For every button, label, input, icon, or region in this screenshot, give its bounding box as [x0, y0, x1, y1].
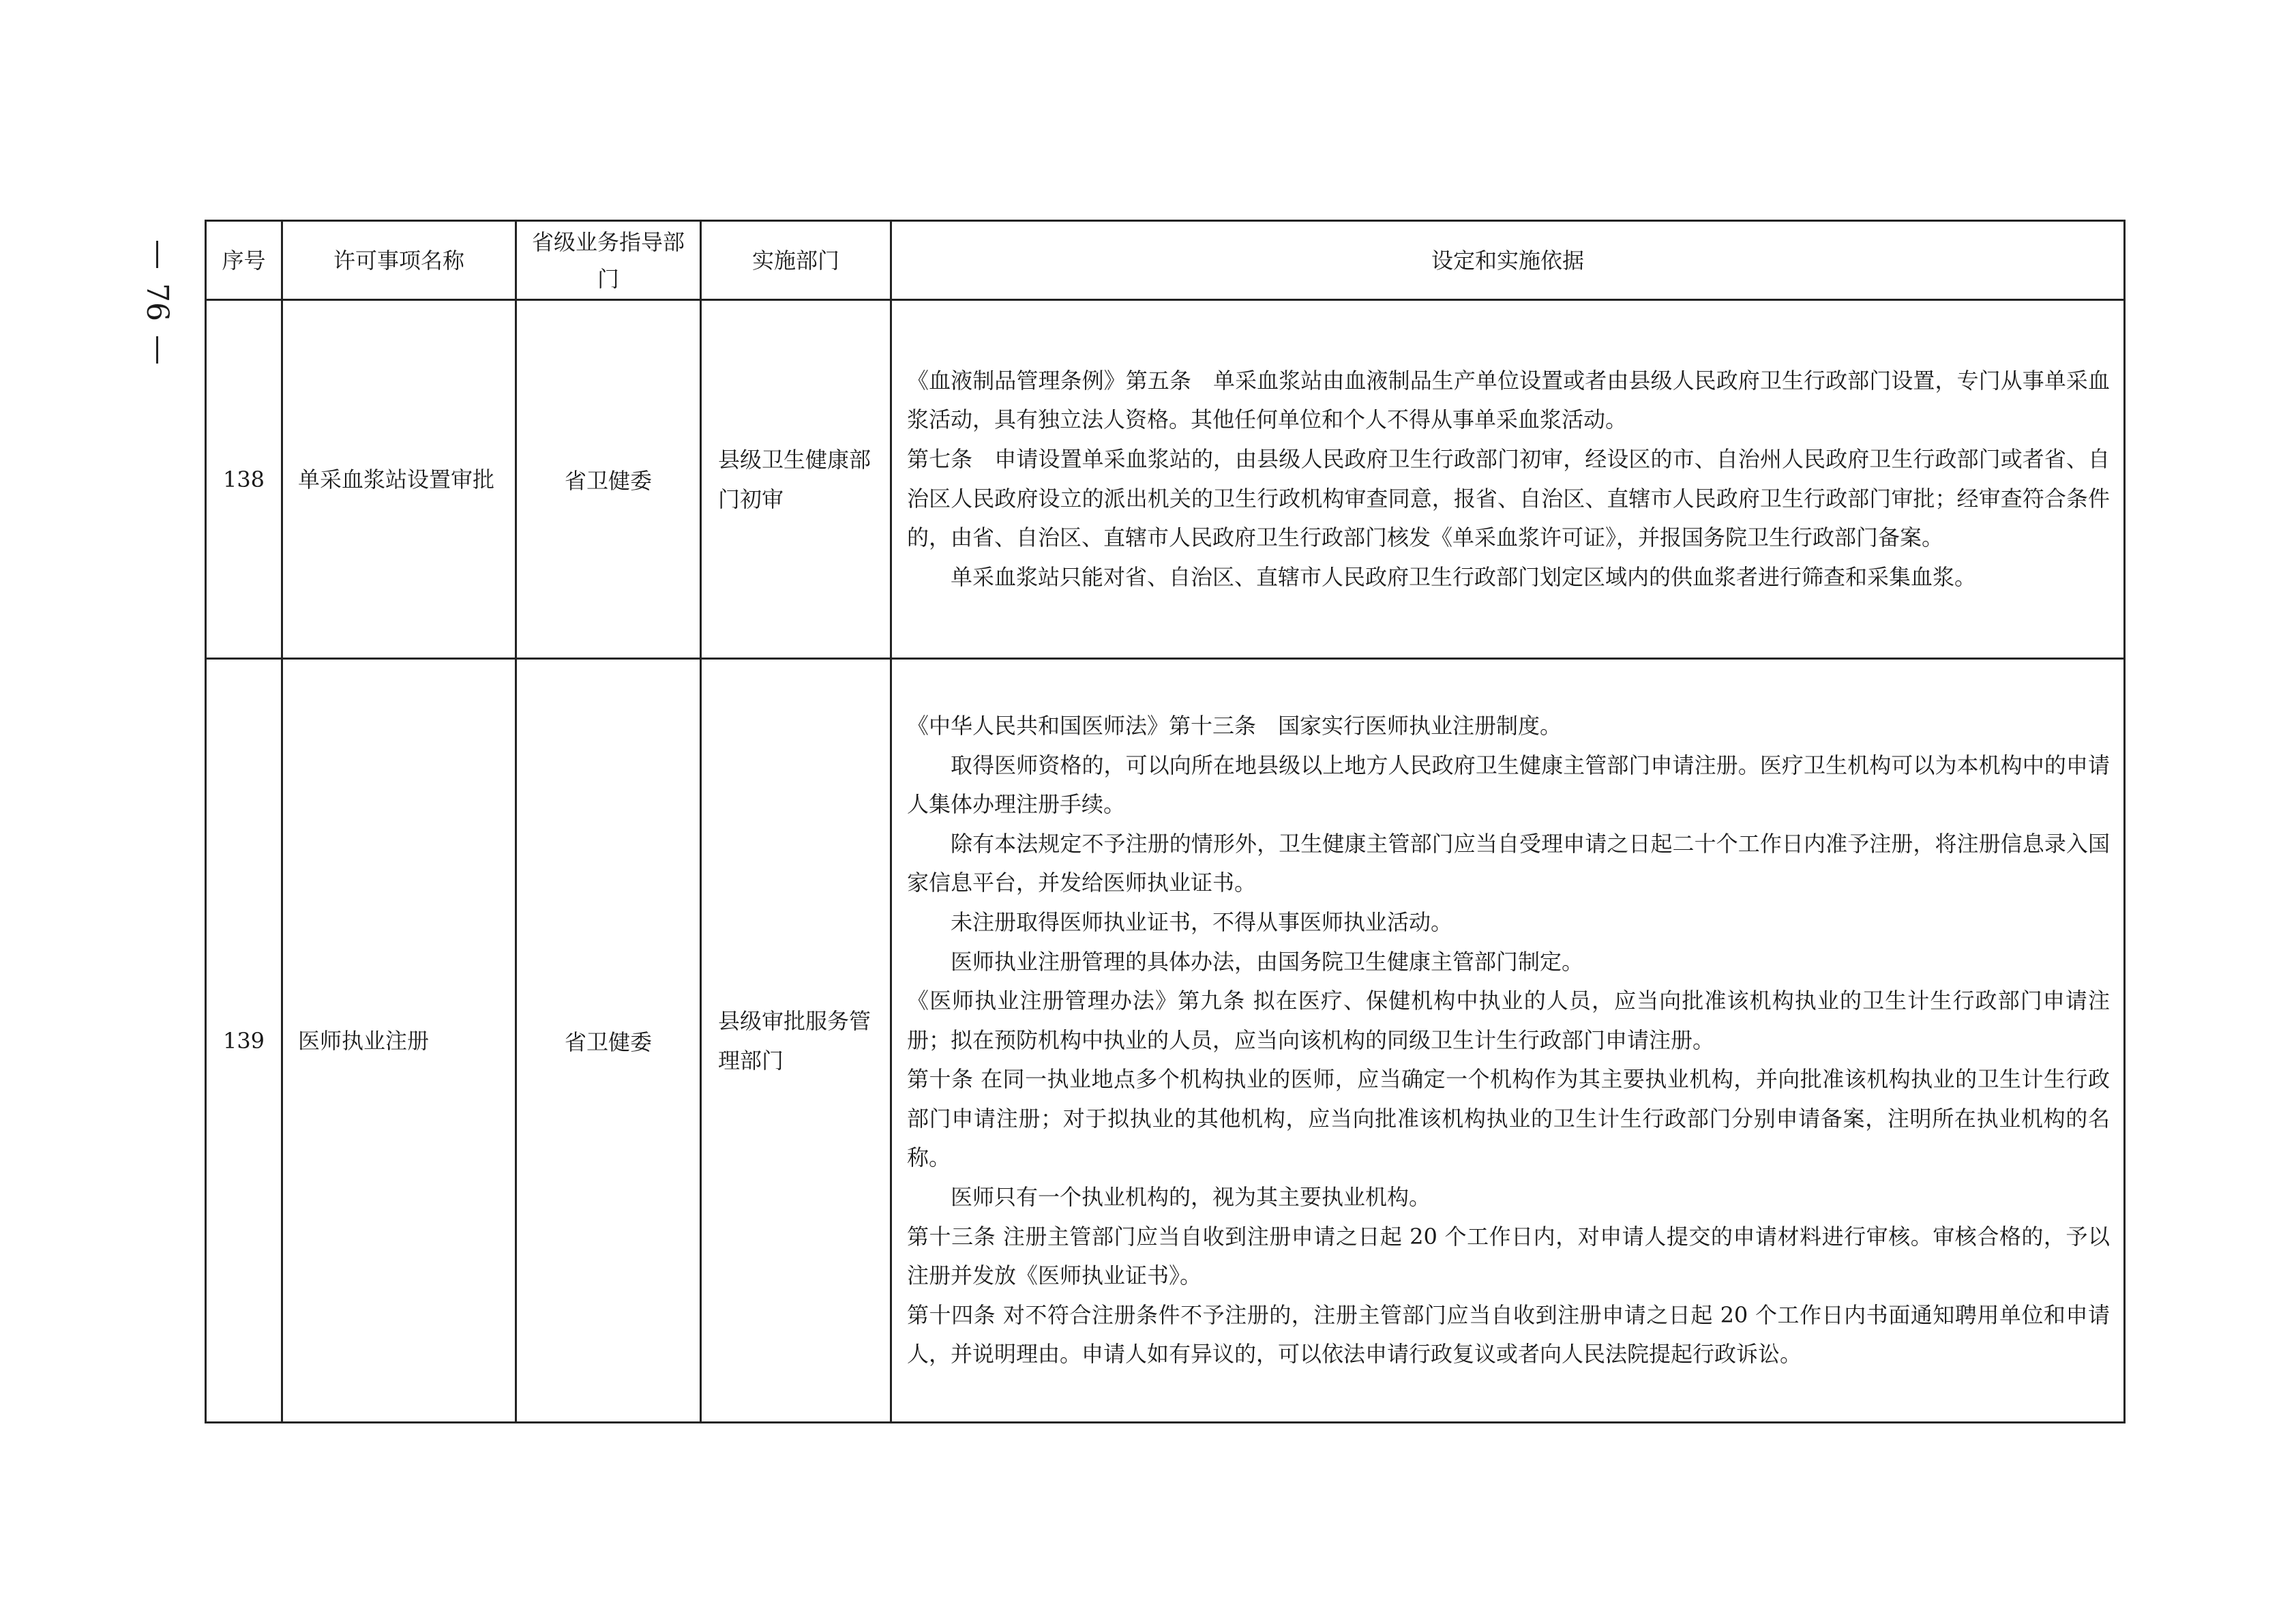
- basis-paragraph: 第十四条 对不符合注册条件不予注册的，注册主管部门应当自收到注册申请之日起 20 个工作日内书面通知聘用单位和申请人，并说明理由。申请人如有异议的，可以依法申请行政复议或者向人民法院提起行政诉讼。: [907, 1301, 2110, 1368]
- row-guide-dept: 省卫健委: [516, 659, 701, 1423]
- row-basis: [891, 659, 2125, 1423]
- basis-paragraph: 单采血浆站只能对省、自治区、直辖市人民政府卫生行政部门划定区域内的供血浆者进行筛查和采集血浆。: [951, 563, 1977, 590]
- basis-paragraph: 未注册取得医师执业证书，不得从事医师执业活动。: [951, 909, 1453, 935]
- basis-paragraph: 医师只有一个执业机构的，视为其主要执业机构。: [951, 1184, 1431, 1211]
- page-number-text: 76: [140, 283, 175, 321]
- row-permit-name: 单采血浆站设置审批: [282, 300, 516, 659]
- page-number-dash-top: [156, 241, 158, 268]
- row-seq: 139: [206, 659, 282, 1423]
- basis-paragraph: 《医师执业注册管理办法》第九条 拟在医疗、保健机构中执业的人员，应当向批准该机构执业的卫生计生行政部门申请注册；拟在预防机构中执业的人员，应当向该机构的同级卫生计生行政部门申请注册。: [907, 988, 2110, 1053]
- row-guide-dept: 省卫健委: [516, 300, 701, 659]
- basis-paragraph: 除有本法规定不予注册的情形外，卫生健康主管部门应当自受理申请之日起二十个工作日内准予注册，将注册信息录入国家信息平台，并发给医师执业证书。: [907, 830, 2110, 896]
- basis-paragraph: 《血液制品管理条例》第五条 单采血浆站由血液制品生产单位设置或者由县级人民政府卫生行政部门设置，专门从事单采血浆活动，具有独立法人资格。其他任何单位和个人不得从事单采血浆活动。: [907, 367, 2110, 433]
- header-impl: 实施部门: [701, 221, 891, 300]
- header-seq: 序号: [206, 221, 282, 300]
- row-basis: [891, 300, 2125, 659]
- table-header-row: [206, 221, 2125, 300]
- table-row: [206, 300, 2125, 659]
- basis-paragraph: 取得医师资格的，可以向所在地县级以上地方人民政府卫生健康主管部门申请注册。医疗卫生机构可以为本机构中的申请人集体办理注册手续。: [907, 752, 2110, 818]
- basis-paragraph: 医师执业注册管理的具体办法，由国务院卫生健康主管部门制定。: [951, 948, 1584, 975]
- table-row: [206, 659, 2125, 1423]
- row-impl-dept: 县级审批服务管理部门: [701, 659, 891, 1423]
- header-name: 许可事项名称: [282, 221, 516, 300]
- permit-table: [205, 220, 2126, 1423]
- header-guide: 省级业务指导部门: [516, 221, 701, 300]
- page-number: [130, 217, 184, 387]
- header-basis: 设定和实施依据: [891, 221, 2125, 300]
- basis-paragraph: 第七条 申请设置单采血浆站的，由县级人民政府卫生行政部门初审，经设区的市、自治州人民政府卫生行政部门或者省、自治区人民政府设立的派出机关的卫生行政机构审查同意，报省、自治区、直辖市人民政府卫生行政部门审批；经审查符合条件的，由省、自治区、直辖市人民政府卫生行政部门核发《单采血浆许可证》，并报国务院卫生行政部门备案。: [907, 445, 2110, 551]
- page-number-dash-bottom: [156, 336, 158, 364]
- row-permit-name: 医师执业注册: [282, 659, 516, 1423]
- row-impl-dept: 县级卫生健康部门初审: [701, 300, 891, 659]
- basis-paragraph: 第十三条 注册主管部门应当自收到注册申请之日起 20 个工作日内，对申请人提交的申请材料进行审核。审核合格的，予以注册并发放《医师执业证书》。: [907, 1223, 2110, 1289]
- row-seq: 138: [206, 300, 282, 659]
- basis-paragraph: 第十条 在同一执业地点多个机构执业的医师，应当确定一个机构作为其主要执业机构，并向批准该机构执业的卫生计生行政部门申请注册；对于拟执业的其他机构，应当向批准该机构执业的卫生计生行政部门分别申请备案，注明所在执业机构的名称。: [907, 1066, 2110, 1171]
- basis-paragraph: 《中华人民共和国医师法》第十三条 国家实行医师执业注册制度。: [907, 712, 1562, 739]
